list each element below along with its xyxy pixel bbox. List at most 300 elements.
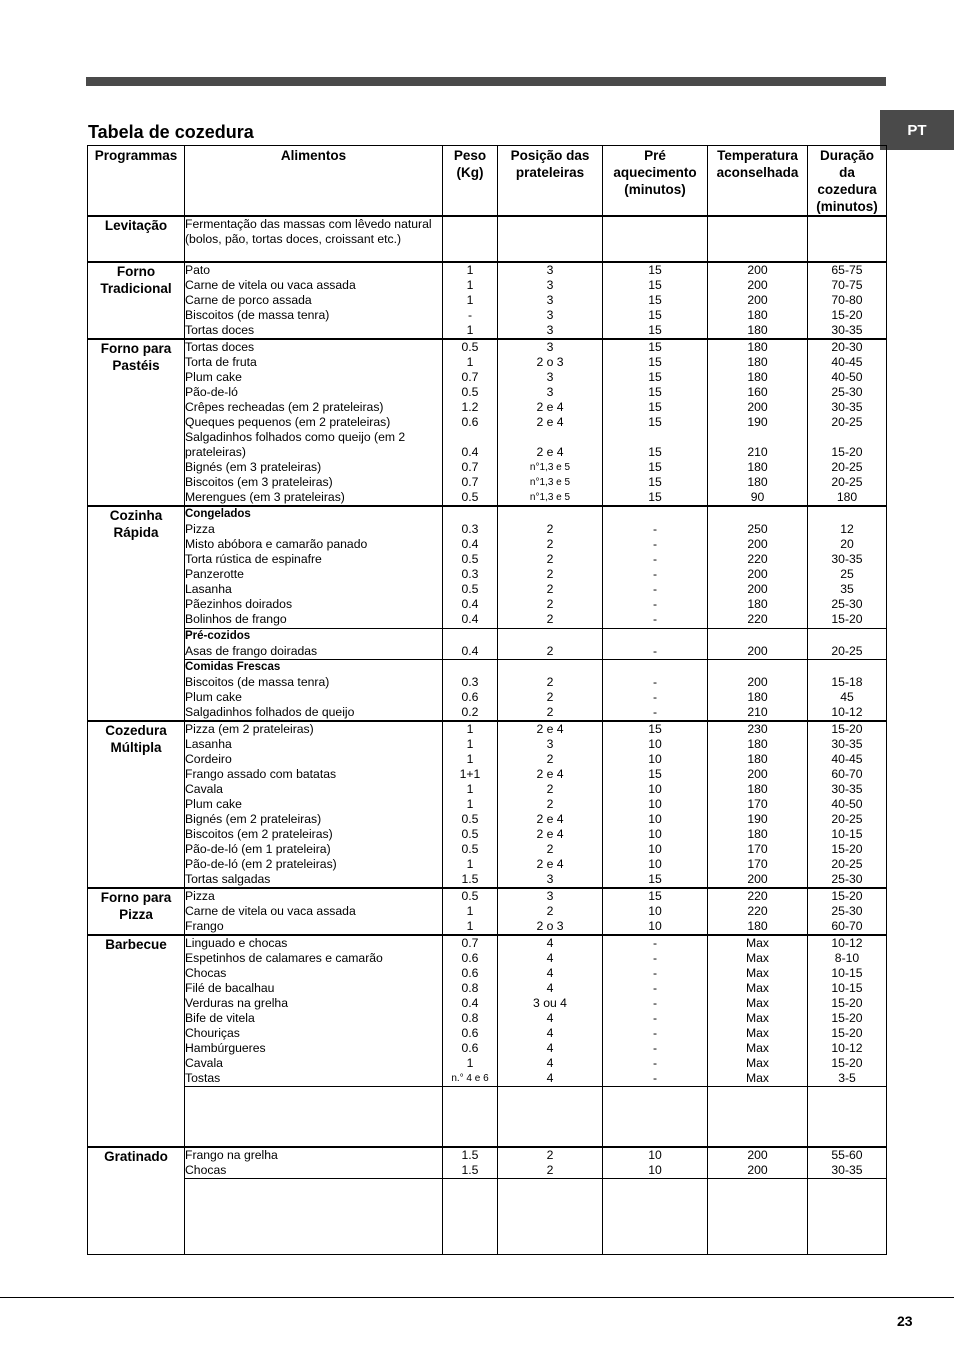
value: 4 <box>546 1010 554 1025</box>
value: - <box>652 1025 658 1040</box>
value: 20-25 <box>831 460 863 474</box>
food-item: Chocas <box>185 965 227 980</box>
value: 180 <box>747 736 768 751</box>
food-cell <box>185 1086 443 1147</box>
value: 180 <box>747 826 768 841</box>
value: 0.4 <box>461 597 479 611</box>
value <box>603 217 707 232</box>
value: 4 <box>546 1070 554 1085</box>
position-cell <box>498 628 603 659</box>
duration-cell <box>808 506 887 628</box>
value <box>603 660 707 675</box>
temperature-cell <box>708 628 808 659</box>
value: 0.5 <box>461 340 479 354</box>
value: 180 <box>747 355 768 369</box>
peso-cell <box>443 1086 498 1147</box>
value: 0.5 <box>461 385 479 399</box>
peso-cell <box>443 1179 498 1255</box>
header-posicao: Posição das prateleiras <box>498 146 603 217</box>
value: 40-45 <box>831 751 863 766</box>
value: 10 <box>648 736 662 751</box>
food-item: Bolinhos de frango <box>185 612 287 626</box>
value: 0.5 <box>461 888 479 903</box>
value: 15-20 <box>831 995 863 1010</box>
food-item: Biscoitos (em 3 prateleiras) <box>185 475 333 489</box>
value: 15 <box>648 263 662 277</box>
value: 4 <box>546 965 554 980</box>
value: 2 e 4 <box>536 826 564 841</box>
value: 15 <box>648 871 662 886</box>
peso-cell <box>443 721 498 888</box>
table-row <box>88 216 887 262</box>
value: n°1,3 e 5 <box>529 492 571 503</box>
value: 1.5 <box>461 1163 479 1177</box>
preheat-cell <box>603 262 708 339</box>
value: Max <box>745 1040 770 1055</box>
value: 0.3 <box>461 674 479 689</box>
value: 60-70 <box>831 766 863 781</box>
value: 10 <box>648 856 662 871</box>
value: 0.5 <box>461 552 479 566</box>
table-row <box>88 339 887 506</box>
value: 15-20 <box>831 445 863 459</box>
value: 70-75 <box>831 278 863 292</box>
value: 200 <box>747 1163 768 1177</box>
value: Max <box>745 965 770 980</box>
food-item: Filé de bacalhau <box>185 980 275 995</box>
value: 0.4 <box>461 445 479 459</box>
food-item: Torta de fruta <box>185 355 257 369</box>
value: 20-25 <box>831 415 863 429</box>
value: - <box>652 567 658 581</box>
value: 2 <box>546 582 554 596</box>
value: 10 <box>648 781 662 796</box>
value: 200 <box>747 643 768 658</box>
food-item: Pão-de-ló (em 2 prateleiras) <box>185 856 337 871</box>
value: 20-25 <box>831 811 863 826</box>
subsection-label: Congelados <box>185 508 251 520</box>
food-cell <box>185 339 443 506</box>
food-item: Carne de vitela ou vaca assada <box>185 278 356 292</box>
temperature-cell <box>708 1179 808 1255</box>
value: 2 <box>546 903 554 918</box>
value: 15 <box>648 415 662 429</box>
preheat-cell <box>603 506 708 628</box>
temperature-cell <box>708 1086 808 1147</box>
preheat-cell <box>603 1086 708 1147</box>
value: 1 <box>466 721 474 736</box>
table-row <box>88 628 887 659</box>
page-number: 23 <box>897 1313 913 1329</box>
food-item: Cordeiro <box>185 751 232 766</box>
value: - <box>652 980 658 995</box>
program-name: Barbecue <box>88 935 185 1148</box>
peso-cell <box>443 262 498 339</box>
value: 0.6 <box>461 950 479 965</box>
value <box>808 430 886 445</box>
table-row <box>88 721 887 888</box>
value: 15 <box>648 888 662 903</box>
value: 160 <box>747 385 768 399</box>
food-item: Frango assado com batatas <box>185 766 337 781</box>
value: - <box>467 308 473 322</box>
value: 40-45 <box>831 355 863 369</box>
value: - <box>652 950 658 965</box>
value: 65-75 <box>831 263 863 277</box>
food-item: Tortas salgadas <box>185 871 271 886</box>
value: 200 <box>747 674 768 689</box>
food-item: Cavala <box>185 781 223 796</box>
value: 25-30 <box>831 597 863 611</box>
position-cell <box>498 888 603 935</box>
value: 170 <box>747 796 768 811</box>
value: - <box>652 612 658 626</box>
value: 2 e 4 <box>536 400 564 414</box>
position-cell <box>498 1147 603 1179</box>
value <box>498 507 602 522</box>
value: 3 <box>546 736 554 751</box>
value: 2 e 4 <box>536 415 564 429</box>
food-item: Asas de frango doiradas <box>185 643 318 658</box>
value: 0.3 <box>461 567 479 581</box>
value: 2 e 4 <box>536 721 564 736</box>
value: 3 <box>546 385 554 399</box>
value: 200 <box>747 1148 768 1162</box>
value: 10-15 <box>831 826 863 841</box>
table-row <box>88 935 887 1087</box>
value: 10 <box>648 903 662 918</box>
value: 10-15 <box>831 965 863 980</box>
preheat-cell <box>603 1179 708 1255</box>
value <box>708 430 807 445</box>
value: 4 <box>546 935 554 950</box>
value <box>498 217 602 232</box>
food-item: Pão-de-ló <box>185 385 238 399</box>
temperature-cell <box>708 1147 808 1179</box>
food-item: Biscoitos (de massa tenra) <box>185 674 330 689</box>
position-cell <box>498 339 603 506</box>
header-pre-aquecimento: Pré aquecimento (minutos) <box>603 146 708 217</box>
value: 0.4 <box>461 612 479 626</box>
value: 0.4 <box>461 995 479 1010</box>
food-cell <box>185 888 443 935</box>
value: 1 <box>466 323 474 337</box>
position-cell <box>498 262 603 339</box>
value: 60-70 <box>831 918 863 933</box>
food-item: Tortas doces <box>185 323 255 337</box>
food-item: Bife de vitela <box>185 1010 255 1025</box>
value: - <box>652 1070 658 1085</box>
value: 3 ou 4 <box>533 995 567 1010</box>
food-item: Pato <box>185 263 211 277</box>
food-item: Pão-de-ló (em 1 prateleira) <box>185 841 331 856</box>
food-item: Pizza (em 2 prateleiras) <box>185 721 314 736</box>
value: 35 <box>840 582 854 596</box>
value: 2 <box>546 1148 554 1162</box>
value: 0.5 <box>461 841 479 856</box>
value: - <box>652 522 658 536</box>
value: 3 <box>546 370 554 384</box>
food-item: Hambúrgueres <box>185 1040 266 1055</box>
food-item: Biscoitos (em 2 prateleiras) <box>185 826 333 841</box>
value <box>603 430 707 445</box>
value: 10 <box>648 751 662 766</box>
value <box>443 660 497 675</box>
duration-cell <box>808 1147 887 1179</box>
value: 180 <box>747 370 768 384</box>
food-item: Panzerotte <box>185 567 244 581</box>
value: 200 <box>747 278 768 292</box>
value: 180 <box>747 460 768 474</box>
value: 4 <box>546 1040 554 1055</box>
value: 2 <box>546 704 554 719</box>
temperature-cell <box>708 339 808 506</box>
value: - <box>652 689 658 704</box>
peso-cell <box>443 888 498 935</box>
food-item: Pãezinhos doirados <box>185 597 293 611</box>
value: - <box>652 1040 658 1055</box>
value: Max <box>745 980 770 995</box>
food-cell <box>185 935 443 1087</box>
program-name: Forno para Pastéis <box>88 339 185 506</box>
value: 1 <box>466 263 474 277</box>
value: 200 <box>747 293 768 307</box>
value: 15 <box>648 490 662 504</box>
food-item: Cavala <box>185 1055 223 1070</box>
value: 3 <box>546 278 554 292</box>
value: 2 <box>546 1163 554 1177</box>
position-cell <box>498 935 603 1087</box>
value: 210 <box>747 445 768 459</box>
value: 30-35 <box>831 400 863 414</box>
peso-cell <box>443 659 498 721</box>
value: 2 <box>546 612 554 626</box>
value: 180 <box>747 918 768 933</box>
table-row <box>88 262 887 339</box>
value: 1 <box>466 918 474 933</box>
temperature-cell <box>708 659 808 721</box>
preheat-cell <box>603 216 708 262</box>
value: 180 <box>747 308 768 322</box>
value: Max <box>745 950 770 965</box>
value <box>443 217 497 232</box>
food-cell <box>185 628 443 659</box>
value: 15-20 <box>831 1010 863 1025</box>
value: 220 <box>747 612 768 626</box>
value: - <box>652 597 658 611</box>
food-item: Tortas doces <box>185 340 255 354</box>
food-item: Espetinhos de calamares e camarão <box>185 950 383 965</box>
value: 2 e 4 <box>536 811 564 826</box>
position-cell <box>498 1086 603 1147</box>
value: 10-12 <box>831 704 863 719</box>
value: 15 <box>648 460 662 474</box>
value: 15-20 <box>831 721 863 736</box>
food-item: Pizza <box>185 522 215 536</box>
page-title: Tabela de cozedura <box>88 122 254 142</box>
value: Max <box>745 935 770 950</box>
value: 3-5 <box>838 1070 856 1085</box>
food-item: Carne de vitela ou vaca assada <box>185 903 356 918</box>
value: 1 <box>466 781 474 796</box>
value: 15 <box>648 721 662 736</box>
value: 200 <box>747 400 768 414</box>
food-item: Linguado e chocas <box>185 935 288 950</box>
value: 2 <box>546 751 554 766</box>
value: 40-50 <box>831 370 863 384</box>
value <box>443 430 497 445</box>
food-cell <box>185 1147 443 1179</box>
value: - <box>652 674 658 689</box>
value: 20 <box>840 537 854 551</box>
value: 2 o 3 <box>536 918 564 933</box>
duration-cell <box>808 262 887 339</box>
duration-cell <box>808 216 887 262</box>
value: 20-25 <box>831 643 863 658</box>
food-item: Fermentação das massas com lêvedo natural (bolos, pão, tortas doces, croissant etc.) <box>185 217 432 246</box>
value: 15-20 <box>831 1025 863 1040</box>
value: 70-80 <box>831 293 863 307</box>
value: Max <box>745 995 770 1010</box>
value: 3 <box>546 340 554 354</box>
value: 3 <box>546 263 554 277</box>
value <box>498 629 602 644</box>
value: 180 <box>747 597 768 611</box>
value: 15 <box>648 340 662 354</box>
value: 30-35 <box>831 1163 863 1177</box>
food-item: Frango na grelha <box>185 1148 278 1162</box>
value: 45 <box>840 689 854 704</box>
program-name: Levitação <box>88 216 185 262</box>
value: Max <box>745 1010 770 1025</box>
food-item: Merengues (em 3 prateleiras) <box>185 490 345 504</box>
value: 2 <box>546 689 554 704</box>
food-cell <box>185 506 443 628</box>
duration-cell <box>808 628 887 659</box>
value <box>603 507 707 522</box>
value: 4 <box>546 980 554 995</box>
food-item: Pizza <box>185 888 215 903</box>
value: 180 <box>747 781 768 796</box>
value: 2 <box>546 567 554 581</box>
value: 0.6 <box>461 1025 479 1040</box>
value: 12 <box>840 522 854 536</box>
header-programmas: Programmas <box>88 146 185 217</box>
header-duracao: Duração da cozedura (minutos) <box>808 146 887 217</box>
value: 10 <box>648 796 662 811</box>
value: 25 <box>840 567 854 581</box>
value: 0.8 <box>461 1010 479 1025</box>
value: 1 <box>466 751 474 766</box>
top-rule <box>86 77 886 86</box>
duration-cell <box>808 1179 887 1255</box>
value: 25-30 <box>831 903 863 918</box>
value: 190 <box>747 415 768 429</box>
value: 15-20 <box>831 888 863 903</box>
value: 15 <box>648 445 662 459</box>
value: 10 <box>648 1148 662 1162</box>
value: n°1,3 e 5 <box>529 477 571 488</box>
temperature-cell <box>708 262 808 339</box>
value: 0.8 <box>461 980 479 995</box>
food-item: Carne de porco assada <box>185 293 312 307</box>
value: 10 <box>648 1163 662 1177</box>
value: 200 <box>747 567 768 581</box>
value: - <box>652 1010 658 1025</box>
value <box>808 660 886 675</box>
preheat-cell <box>603 935 708 1087</box>
value: - <box>652 965 658 980</box>
peso-cell <box>443 216 498 262</box>
value: 10 <box>648 841 662 856</box>
value: 230 <box>747 721 768 736</box>
value: 220 <box>747 888 768 903</box>
table-row <box>88 506 887 628</box>
value: 1.5 <box>461 871 479 886</box>
program-name: Forno Tradicional <box>88 262 185 339</box>
value: 180 <box>747 475 768 489</box>
duration-cell <box>808 721 887 888</box>
value: 0.5 <box>461 826 479 841</box>
value: 4 <box>546 950 554 965</box>
value: 40-50 <box>831 796 863 811</box>
cooking-table <box>87 145 887 1255</box>
peso-cell <box>443 339 498 506</box>
value: 180 <box>747 340 768 354</box>
food-item: Misto abóbora e camarão panado <box>185 537 368 551</box>
preheat-cell <box>603 1147 708 1179</box>
value: 15-20 <box>831 308 863 322</box>
value: 90 <box>750 490 765 504</box>
table-row <box>88 659 887 721</box>
temperature-cell <box>708 935 808 1087</box>
footer-rule <box>0 1297 954 1298</box>
table-row <box>88 888 887 935</box>
value: 1.5 <box>461 1148 479 1162</box>
value: 15-20 <box>831 1055 863 1070</box>
value: 0.2 <box>461 704 479 719</box>
value: 1 <box>466 796 474 811</box>
value: - <box>652 935 658 950</box>
value: n°1,3 e 5 <box>529 462 571 473</box>
peso-cell <box>443 628 498 659</box>
value: 200 <box>747 263 768 277</box>
value: 0.7 <box>461 370 479 384</box>
value: 1 <box>466 293 474 307</box>
value: - <box>652 552 658 566</box>
food-cell <box>185 721 443 888</box>
value: 1+1 <box>459 766 481 781</box>
food-item: Lasanha <box>185 582 232 596</box>
value: 15 <box>648 475 662 489</box>
value: 15 <box>648 355 662 369</box>
value: 30-35 <box>831 781 863 796</box>
position-cell <box>498 659 603 721</box>
food-item: Crêpes recheadas (em 2 prateleiras) <box>185 400 384 414</box>
food-item: Chouriças <box>185 1025 240 1040</box>
value: 0.4 <box>461 537 479 551</box>
value: 180 <box>747 689 768 704</box>
value: 200 <box>747 766 768 781</box>
value <box>498 430 602 445</box>
value: 0.6 <box>461 689 479 704</box>
value: 20-25 <box>831 475 863 489</box>
value: 15 <box>648 400 662 414</box>
preheat-cell <box>603 659 708 721</box>
value: 0.5 <box>461 582 479 596</box>
duration-cell <box>808 888 887 935</box>
value: 15 <box>648 293 662 307</box>
